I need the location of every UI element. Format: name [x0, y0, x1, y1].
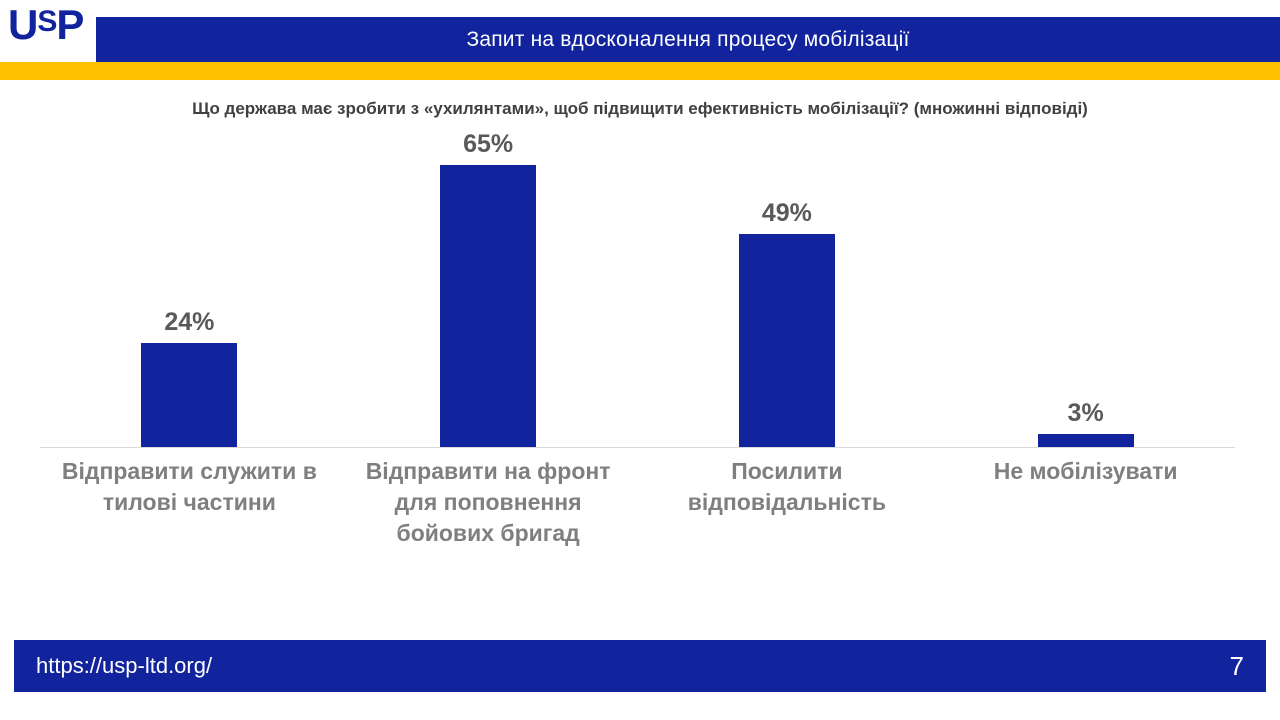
page-number: 7	[1229, 650, 1244, 681]
bar[interactable]	[141, 343, 237, 447]
usp-logo	[8, 1, 96, 62]
logo-letter-s: S	[37, 5, 57, 38]
bar-series	[40, 130, 1235, 447]
category-label: Відправити на фронт для поповнення бойових бригад	[365, 458, 611, 547]
header-accent-stripe	[0, 62, 1280, 80]
category-label: Не мобілізувати	[993, 458, 1178, 484]
chart-container	[0, 88, 1280, 618]
logo-letter-u: U	[8, 1, 38, 48]
bar-slot	[40, 143, 339, 447]
bar-value-label: 49%	[761, 199, 812, 227]
slide-header	[0, 0, 1280, 88]
website-link[interactable]: https://usp-ltd.org/	[36, 653, 213, 678]
bar[interactable]	[440, 165, 536, 447]
bar-slot	[339, 130, 638, 447]
bar[interactable]	[1038, 434, 1134, 447]
header-title-bar	[96, 17, 1280, 62]
category-label: Посилити відповідальність	[687, 458, 886, 516]
bar-value-label: 24%	[164, 308, 215, 336]
bar-slot	[638, 143, 937, 447]
slide-footer	[14, 640, 1266, 692]
x-axis-line	[40, 447, 1235, 448]
chart-title: Що держава має зробити з «ухилянтами», щоб підвищити ефективність мобілізації? (множинні відповіді)	[192, 99, 1088, 118]
slide-title: Запит на вдосконалення процесу мобілізації	[466, 27, 910, 51]
bar-slot	[936, 143, 1235, 447]
category-axis-labels	[40, 456, 1235, 549]
bar[interactable]	[739, 234, 835, 447]
chart-plot-area	[40, 130, 1240, 448]
logo-letter-p: P	[56, 1, 84, 48]
bar-value-label: 65%	[463, 130, 514, 158]
bar-value-label: 3%	[1067, 399, 1104, 427]
category-label: Відправити служити в тилові частини	[61, 458, 317, 516]
